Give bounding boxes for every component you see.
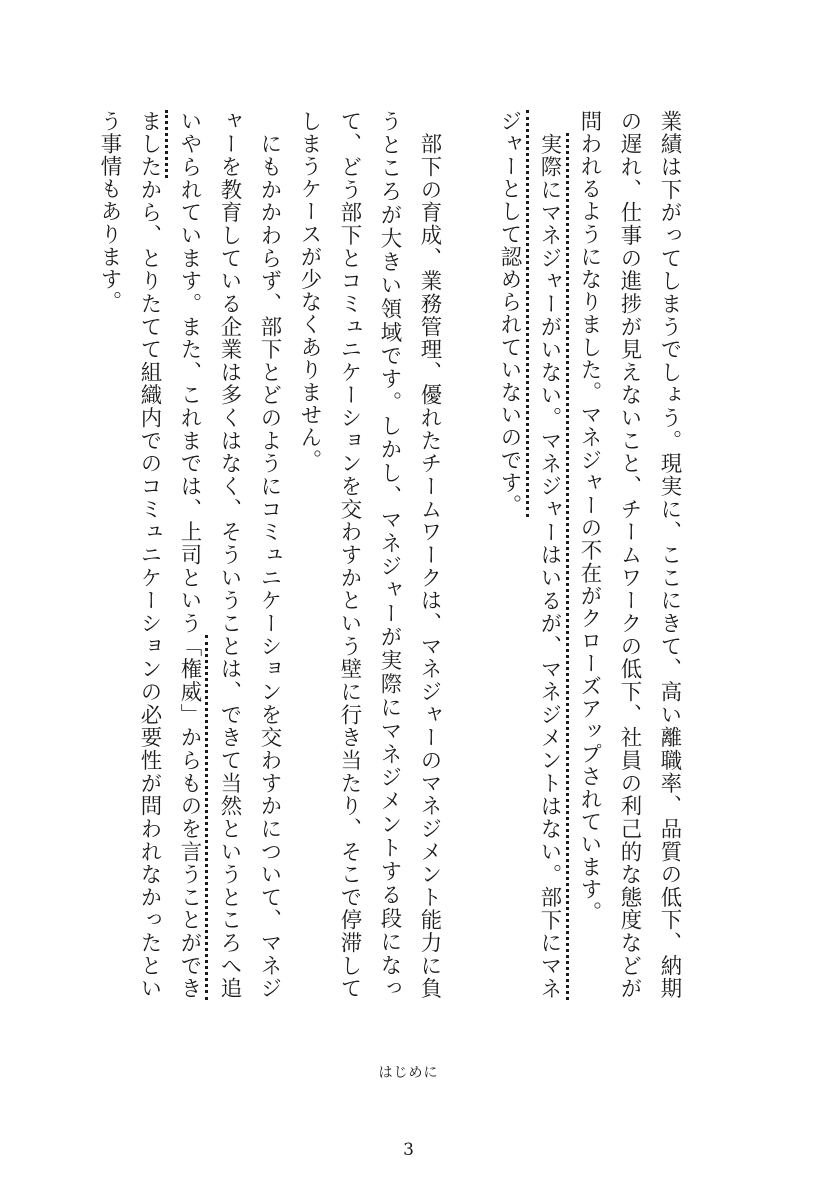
paragraph-spacer xyxy=(449,110,489,1000)
page-number: 3 xyxy=(403,1140,414,1160)
emphasis-dotted-text-2: 「権威」からものを言うことができました xyxy=(137,110,208,1000)
paragraph-4-text-pre: にもかかわらず、部下とどのようにコミュニケーションを交わすかについて、マネジャーを教育している企業は多くはなく、そういうことは、できて当然というところへ追いやられています。また、これまでは、上司という xyxy=(177,110,282,1000)
paragraph-2-emphasized xyxy=(489,110,569,1000)
emphasis-dotted-text: 実際にマネジャーがいない。マネジャーはいるが、マネジメントはない。部下にマネジャーとして認められていないのです。 xyxy=(497,110,569,1000)
paragraph-3 xyxy=(289,110,449,1000)
paragraph-4-text-post: から、とりたてて組織内でのコミュニケーションの必要性が問われなかったという事情もあります。 xyxy=(97,110,162,1000)
paragraph-1: 業績は下がってしまうでしょう。現実に、ここにきて、高い離職率、品質の低下、納期の遅れ、仕事の進捗が見えないこと、チームワークの低下、社員の利己的な態度などが問われるようになりました。マネジャーの不在がクローズアップされています。 xyxy=(577,110,682,1000)
running-footer-title: はじめに xyxy=(378,1065,439,1081)
body-text xyxy=(97,110,689,1000)
paragraph-4 xyxy=(89,110,289,1000)
paragraph-3-text: 部下の育成、業務管理、優れたチームワークは、マネジャーのマネジメント能力に負うところが大きい領域です。しかし、マネジャーが実際にマネジメントする段になって、どう部下とコミュニケーションを交わすかという壁に行き当たり、そこで停滞してしまうケースが少なくありません。 xyxy=(297,110,442,1000)
